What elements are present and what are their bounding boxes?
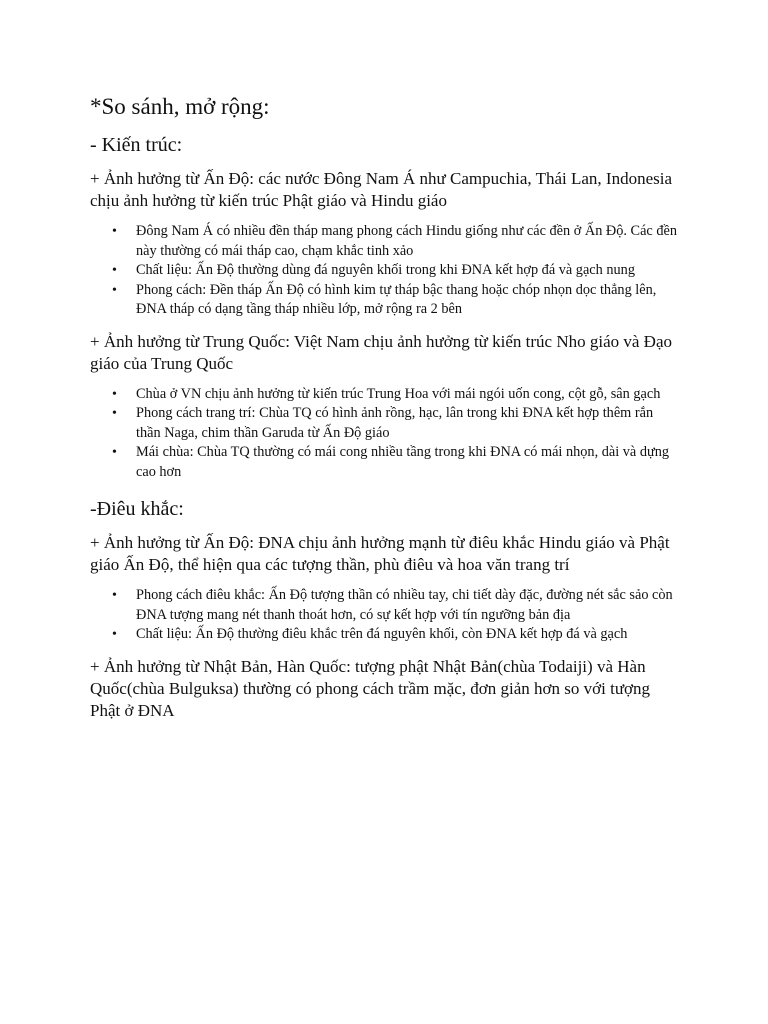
bullet-list-china-architecture [90, 385, 680, 483]
list-item [90, 586, 680, 625]
list-item-text: Mái chùa: Chùa TQ thường có mái cong nhiều tầng trong khi ĐNA có mái nhọn, dài và dựng cao hơn [136, 444, 670, 480]
list-item [90, 385, 680, 405]
paragraph-china-architecture: + Ảnh hưởng từ Trung Quốc: Việt Nam chịu ảnh hưởng từ kiến trúc Nho giáo và Đạo giáo của Trung Quốc [90, 331, 672, 373]
document-title: *So sánh, mở rộng: [90, 94, 270, 119]
paragraph-india-sculpture: + Ảnh hưởng từ Ấn Độ: ĐNA chịu ảnh hưởng mạnh từ điêu khắc Hindu giáo và Phật giáo Ấn Độ, thể hiện qua các tượng thần, phù điêu và hoa văn trang trí [90, 533, 670, 574]
list-item-text: Đông Nam Á có nhiều đền tháp mang phong cách Hindu giống như các đền ở Ấn Độ. Các đền này thường có mái tháp cao, chạm khắc tinh xảo [136, 223, 677, 259]
list-item-text: Phong cách điêu khắc: Ấn Độ tượng thần có nhiều tay, chi tiết dày đặc, đường nét sắc sảo còn ĐNA tượng mang nét thanh thoát hơn, có sự kết hợp với tín ngưỡng bản địa [136, 587, 673, 623]
bullet-icon: • [112, 263, 117, 278]
list-item-text: Chất liệu: Ấn Độ thường dùng đá nguyên khối trong khi ĐNA kết hợp đá và gạch nung [136, 262, 635, 278]
list-item [90, 261, 680, 281]
list-item [90, 404, 680, 443]
section-heading-sculpture: -Điêu khắc: [90, 498, 184, 520]
document-page [90, 92, 680, 732]
list-item [90, 443, 680, 482]
list-item [90, 625, 680, 645]
paragraph-india-architecture: + Ảnh hưởng từ Ấn Độ: các nước Đông Nam Á như Campuchia, Thái Lan, Indonesia chịu ảnh hưởng từ kiến trúc Phật giáo và Hindu giáo [90, 169, 673, 210]
bullet-icon: • [112, 445, 117, 460]
list-item [90, 281, 680, 320]
list-item-text: Chùa ở VN chịu ảnh hưởng từ kiến trúc Trung Hoa với mái ngói uốn cong, cột gỗ, sân gạch [136, 385, 661, 402]
list-item-text: Phong cách trang trí: Chùa TQ có hình ảnh rồng, hạc, lân trong khi ĐNA kết hợp thêm rắn thần Naga, chim thần Garuda từ Ấn Độ giáo [136, 405, 654, 441]
bullet-list-india-sculpture [90, 586, 680, 645]
list-item-text: Chất liệu: Ấn Độ thường điêu khắc trên đá nguyên khối, còn ĐNA kết hợp đá và gạch [136, 626, 628, 642]
paragraph-japan-korea-sculpture: + Ảnh hưởng từ Nhật Bản, Hàn Quốc: tượng phật Nhật Bản(chùa Todaiji) và Hàn Quốc(chùa Bulguksa) thường có phong cách trầm mặc, đơn giản hơn so với tượng Phật ở ĐNA [90, 656, 651, 720]
list-item [90, 222, 680, 261]
section-heading-architecture: - Kiến trúc: [90, 134, 183, 156]
bullet-list-india-architecture [90, 222, 680, 320]
bullet-icon: • [112, 588, 117, 603]
bullet-icon: • [112, 282, 117, 298]
list-item-text: Phong cách: Đền tháp Ấn Độ có hình kim tự tháp bậc thang hoặc chóp nhọn dọc thẳng lên, ĐNA tháp có dạng tầng tháp nhiều lớp, mở rộng ra 2 bên [136, 281, 657, 317]
bullet-icon: • [112, 627, 117, 642]
bullet-icon: • [112, 386, 117, 402]
bullet-icon: • [112, 406, 117, 421]
bullet-icon: • [112, 224, 117, 239]
